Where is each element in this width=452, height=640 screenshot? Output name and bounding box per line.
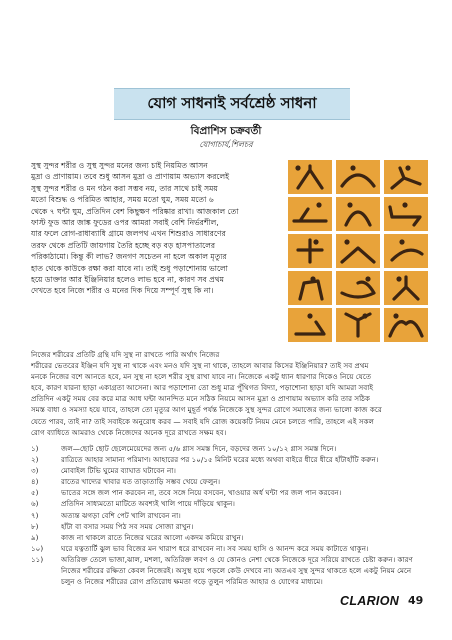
tip-number: ২): [31, 455, 39, 465]
title-banner: [114, 88, 350, 120]
intro-line: পরিকাঠামো। কিন্তু কী লাভ? জনগণ সচেতন না হলে অকাল মৃত্যুর: [31, 252, 227, 262]
tip-number: ৯): [31, 532, 39, 542]
tip-item: [31, 532, 422, 543]
intro-line: দেখতে হবে নিজে শরীর ও মনের দিক দিয়ে সম্পূর্ণ সুস্থ কি না।: [31, 286, 214, 296]
tip-number: ৮): [31, 521, 39, 531]
brand-logo: CLARION: [340, 594, 400, 608]
tip-text: অতিরিক্ত তেলে ভাজা,ঝাল, মশলা, অতিরিক্ত লবণ ও যে কোনও নেশা থেকে নিজেকে দূরে সরিয়ে রাখতে চেষ্টা করুন। কারণ নিজের শরীরের রক্ষিতা কেবল নিজেরই। অসুস্থ হয়ে পড়লে কেউ দেখবে না। অতএব সুস্থ সুন্দর থাকতে হলে একটু নিয়ম মেনে চলুন ও নিজের শরীরের রোগ প্রতিরোধ ক্ষমতা গড়ে তুলুন পরিমিত আহার ও যোগের মাধ্যমে।: [61, 554, 413, 587]
yoga-pose-tile: [288, 271, 332, 305]
tip-text: জল—ছোট ছোট ছেলেমেয়েদের জন্য ৫/৬ গ্লাস সমস্ত দিনে, বড়দের জন্য ১০/১২ গ্লাস সমস্ত দিনে।: [61, 444, 337, 453]
intro-line: হয়ে ডাক্তার আর ইঞ্জিনিয়ার হলেও লাভ হবে না, কারণ সব প্রথম: [31, 275, 224, 285]
body-line: মনকে নিজের বশে আনতে হবে, মন সুস্থ না হলে শরীর সুস্থ রাখা যাবে না। নিজেকে একটু ধ্যান ধারণার দিকেও নিয়ে যেতে: [31, 372, 372, 382]
yoga-pose-head: [310, 276, 315, 281]
intro-line: সুস্থ সুন্দর শরীর ও সুস্থ সুন্দর মনের জন্য চাই নিয়মিত আসন: [31, 161, 208, 170]
yoga-pose-head: [393, 313, 398, 318]
tip-item: [31, 498, 422, 509]
yoga-pose-tile: [288, 308, 332, 342]
tip-text: ঘরে যত্নতার্টি ঝুল ভাব বিজের মন খারাপ ধরে রাখবেন না। সব সময় হাসি ও আনন্দ করে সময় কাটাতে থাকুন।: [61, 543, 369, 553]
tip-text: প্রতিদিন সাধ্যমতো মাটিতে অবশ্যই খালি পায়ে দাঁড়িয়ে থাকুন।: [61, 499, 235, 509]
article-title: যোগ সাধনাই সর্বশ্রেষ্ঠ সাধনা: [147, 93, 317, 112]
tip-number: ৪): [31, 477, 39, 487]
page-number: 49: [408, 594, 424, 607]
yoga-pose-head: [307, 313, 312, 318]
intro-line: সুস্থ সুন্দর শরীর ও মন গঠন করা সম্ভব নয়, তার সাথে চাই সময়: [31, 183, 218, 193]
intro-line: হাত থেকে কাউকে রক্ষা করা যাবে না। তাই শুধু পড়াশোনায় ভালো: [31, 263, 228, 273]
tip-item: [31, 521, 422, 532]
tip-number: ৫): [31, 488, 39, 498]
yoga-pose-tile: [384, 308, 428, 342]
tip-item: [31, 465, 422, 476]
tip-item: [31, 487, 422, 498]
yoga-poses-grid: [288, 160, 428, 342]
tip-item: [31, 543, 422, 554]
yoga-pose-tile: [336, 160, 380, 194]
intro-line: থেকে ৭ ঘন্টা ঘুম, প্রতিদিন বেশ কিছুক্ষণ পরিষ্কার রাখা। আজকাল তো: [31, 206, 239, 216]
yoga-pose-tile: [288, 160, 332, 194]
tip-number: ৬): [31, 499, 39, 509]
intro-line: মুদ্রা ও প্রাণায়াম। তবে শুধু আসন মুদ্রা ও প্রাণায়াম অভ্যাস করলেই: [31, 172, 230, 182]
yoga-pose-tile: [384, 271, 428, 305]
intro-line: যার ফলে রোগ-রাধাব্যাধি গ্রামে জলপথ এখন শিশুরাও সাধারণের: [31, 229, 226, 239]
yoga-pose-head: [350, 165, 355, 170]
yoga-pose-head: [405, 165, 410, 170]
tip-text: রাত্রিতে আহার সামান্য পরিমাণ। আহারের পর ১০/১৫ মিনিট ঘরের মধ্যে অথবা বাইরে ধীরে ধীরে হাঁটাহাঁটি করুন।: [61, 455, 379, 465]
tip-text: কাজ না থাকলে রাতে নিজের ঘরের আলো একদম কমিয়ে রাখুন।: [61, 532, 244, 542]
tip-number: ৩): [31, 466, 39, 476]
yoga-pose-head: [347, 202, 352, 207]
tip-item: [31, 476, 422, 487]
body-line: যেতে পারব, তাই না? তাই সবাইকে অনুরোধ করব — সবাই যদি রোজ কয়েকটি নিয়ম মেনে চলতে পারি, তাহলে এই সকল: [31, 416, 375, 426]
tip-item: [31, 510, 422, 521]
tips-list: [31, 443, 422, 587]
yoga-pose-head: [402, 202, 407, 207]
body-text: [31, 349, 422, 438]
body-line: হবে, কারণ যারনা ছাড়া একাগ্রতা আসেনা। আর পড়াশোনা তো শুধু মাত্র পুঁথিগত বিদ্যা, পড়াশোনা ছাড়া যদি আমরা সবাই: [31, 383, 374, 393]
tip-number: ১১): [31, 554, 44, 564]
body-line: সমস্ত বাধা ও সমস্যা হয়ে যাবে, তাহলে তো মৃত্যুর আগ মুহূর্ত পর্যন্ত নিজেকে সুস্থ সুন্দর রোগে সমাজের জন্য ভালো কাজ করে: [31, 405, 382, 415]
yoga-pose-tile: [288, 197, 332, 231]
body-line: নিজের শরীরের প্রতিটি গ্রন্থি যদি সুস্থ না রাখতে পারি অর্থাৎ নিজের: [31, 350, 220, 359]
intro-line: ফাস্ট ফুড আর জাঙ্ক ফুডের ওপর আমরা সবাই বেশি নির্ভরশীল,: [31, 218, 219, 228]
yoga-pose-head: [362, 313, 367, 318]
yoga-pose-tile: [336, 234, 380, 268]
yoga-pose-head: [399, 239, 404, 244]
tip-text: মোবাইল টিভি ঘুমের ব্যাঘাত ঘটাবেন না।: [61, 466, 176, 476]
tip-text: রাতের খাদ্যের খাবার যত তাড়াতাড়ি সম্ভব খেয়ে ফেলুন।: [61, 477, 221, 487]
tip-item: [31, 443, 422, 454]
author-name: বিপ্রাশিস চক্রবর্তী: [190, 125, 262, 137]
author-role: যোগাচার্য,শিলচর: [199, 140, 253, 149]
yoga-pose-head: [313, 239, 318, 244]
yoga-pose-tile: [336, 308, 380, 342]
intro-column: [31, 160, 281, 297]
tip-number: ১): [31, 444, 39, 453]
tip-item: [31, 454, 422, 465]
tip-number: ৭): [31, 510, 39, 520]
tip-text: অত্যন্ত ঝগড়া বেশি পেট খালি রাখবেন না।: [61, 510, 181, 520]
yoga-pose-head: [396, 276, 401, 281]
yoga-pose-tile: [384, 234, 428, 268]
yoga-pose-tile: [336, 197, 380, 231]
yoga-pose-head: [344, 239, 349, 244]
body-line: প্রতিদিন একটু সময় বের করে মাত্র আধ ঘন্টা আনন্দিত মনে সঠিক নিয়মে আসন মুদ্রা ও প্রাণায়াম অভ্যাস করি তার সঠিক: [31, 394, 371, 404]
intro-line: মতো বিশুদ্ধ ও পরিমিত আহার, সময় মতো ঘুম, সময় মতো ৬: [31, 195, 214, 205]
yoga-pose-tile: [384, 160, 428, 194]
yoga-pose-tile: [288, 234, 332, 268]
yoga-pose-tile: [336, 271, 380, 305]
yoga-pose-head: [365, 276, 370, 281]
tip-text: ভাতের সঙ্গে জল পান করবেন না, তবে সঙ্গে নিয়ে বসবেন, খাওয়ার অর্ধ ঘন্টা পর জল পান করবেন।: [61, 488, 342, 498]
tip-number: ১০): [31, 543, 44, 553]
yoga-poses-image: [288, 160, 428, 342]
body-line: রোগ ব্যাধিতে আমরাও থেকে নিজেদের অনেক দূরে রাখতে সক্ষম হব।: [31, 427, 227, 437]
intro-line: তরফ থেকে প্রতিটি জায়গায় তৈরি হচ্ছে বড় বড় হাসপাতালের: [31, 240, 216, 250]
yoga-pose-tile: [384, 197, 428, 231]
body-line: শরীরের ভেতরের ইঞ্জিন যদি সুস্থ না থাকে এবং মনও যদি সুস্থ না থাকে, তাহলে আবার কিসের ইঞ্জিনিয়ার? তাই সব প্রথম: [31, 361, 369, 371]
yoga-pose-head: [316, 202, 321, 207]
yoga-pose-head: [295, 165, 300, 170]
tip-item: [31, 554, 422, 587]
tip-text: হাঁটা বা বসার সময় পিঠ সব সময় সোজা রাখুন।: [61, 521, 194, 531]
